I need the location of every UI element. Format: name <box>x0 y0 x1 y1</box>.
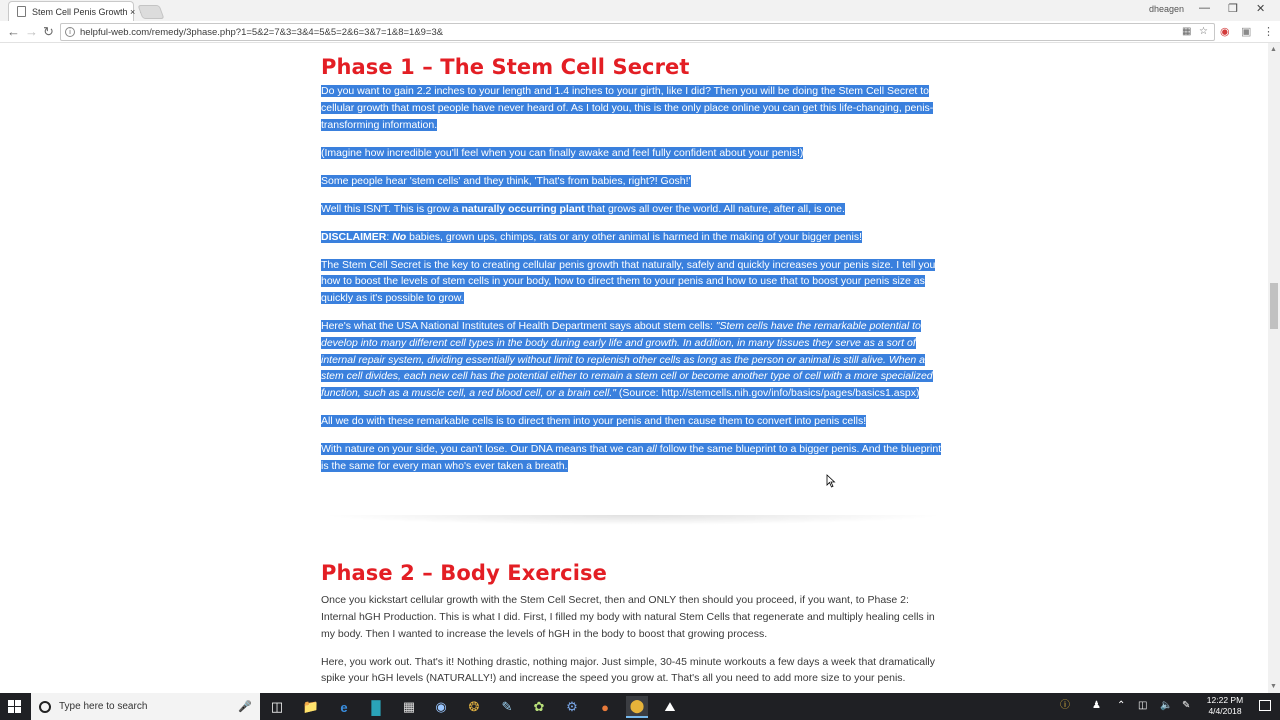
phase2-body <box>321 592 946 698</box>
quote-text: "Stem cells have the remarkable potential to develop into many different cell types in the body during early life and growth. In addition, in many tissues they serve as a sort of internal repair system, dividing essentially without limit to replenish other cells as long as the person or animal is still alive. When a stem cell divides, each new cell has the potential either to remain a stem cell or become another type of cell with a more specialized function, such as a muscle cell, a red blood cell, or a brain cell." <box>321 320 933 400</box>
browser-tab-active[interactable] <box>8 1 134 21</box>
disclaimer-label: DISCLAIMER <box>321 230 387 243</box>
text-run: Here's what the USA National Institutes of Health Department says about stem cells: <box>321 320 716 333</box>
page-icon <box>17 6 26 17</box>
menu-icon[interactable]: ⋮ <box>1263 26 1274 38</box>
url-text[interactable]: helpful-web.com/remedy/3phase.php?1=5&2=7&3=3&4=5&5=2&6=3&7=1&8=1&9=3& <box>80 26 444 38</box>
network-icon[interactable]: ◫ <box>1138 700 1148 711</box>
emphasis-text: No <box>392 230 407 243</box>
windows-start-icon[interactable] <box>8 700 21 713</box>
photos-app-icon[interactable]: ⛰ <box>664 699 676 714</box>
bold-text: naturally occurring plant <box>461 202 585 215</box>
browser-toolbar <box>0 21 1280 43</box>
chrome-icon[interactable]: ⬤ <box>626 696 648 718</box>
phase1-paragraph <box>321 145 946 162</box>
selected-text <box>321 231 862 243</box>
phase1-heading: Phase 1 – The Stem Cell Secret <box>321 55 690 79</box>
taskbar-search-box[interactable] <box>31 693 260 720</box>
phase1-paragraph <box>321 83 946 133</box>
phase2-paragraph: Once you kickstart cellular growth with the Stem Cell Secret, then and ONLY then should you proceed, if you want, to Phase 2: Internal hGH Production. This is what I did. First, I filled my body with natural Stem Cells that regenerate and multiply healing cells in my body. Then I wanted to increase the levels of hGH in the body to boost that growing process. <box>321 594 935 640</box>
text-run: Well this ISN'T. This is grow a <box>321 202 462 215</box>
extension-icon[interactable]: ▣ <box>1241 26 1252 38</box>
forward-arrow-icon[interactable]: → <box>25 24 38 39</box>
taskbar-clock[interactable] <box>1196 695 1254 717</box>
search-placeholder: Type here to search <box>59 701 148 712</box>
restore-icon[interactable]: ❐ <box>1228 3 1238 15</box>
phase2-heading: Phase 2 – Body Exercise <box>321 561 607 585</box>
clock-date: 4/4/2018 <box>1208 706 1242 716</box>
media-player-icon[interactable]: ❂ <box>468 699 480 714</box>
cortana-icon <box>39 701 51 713</box>
minimize-icon[interactable]: — <box>1199 2 1210 14</box>
text-run: : <box>386 230 393 243</box>
notepad-icon[interactable]: ✎ <box>501 699 513 714</box>
section-divider <box>321 515 945 525</box>
close-window-icon[interactable]: ✕ <box>1256 3 1266 15</box>
selected-text <box>321 443 941 472</box>
selected-text <box>321 320 933 399</box>
phase1-paragraph <box>321 257 946 307</box>
text-run: With nature on your side, you can't lose. Our DNA means that we can <box>321 443 647 456</box>
file-explorer-icon[interactable]: 📁 <box>302 699 320 714</box>
media-app-icon[interactable]: ◉ <box>435 699 447 714</box>
mouse-cursor-icon <box>826 474 836 488</box>
phase1-paragraph <box>321 173 946 190</box>
selected-text <box>321 203 845 215</box>
store-app-icon[interactable]: █ <box>371 699 381 715</box>
pocket-extension-icon[interactable]: ◉ <box>1220 26 1230 38</box>
action-center-icon[interactable] <box>1259 700 1271 711</box>
page-viewport <box>0 43 1268 693</box>
scroll-up-icon[interactable]: ▲ <box>1270 46 1277 53</box>
phase2-paragraph: Here, you work out. That's it! Nothing drastic, nothing major. Just simple, 30-45 minute workouts a few days a week that dramatically spike your hGH levels (NATURALLY!) and increase the speed you grow at. That's all you need to add more size to your penis. <box>321 655 936 685</box>
text-run: babies, grown ups, chimps, rats or any other animal is harmed in the making of your bigger penis! <box>406 230 862 243</box>
selected-text: Do you want to gain 2.2 inches to your length and 1.4 inches to your girth, like I did? Then you will be doing the Stem Cell Secret to cellular growth that most people have never heard of. As I told you, this is the only place online you can get this life-changing, penis-transforming information. <box>321 85 934 131</box>
calculator-icon[interactable]: ▦ <box>402 699 416 714</box>
translate-icon[interactable]: ▦ <box>1182 26 1192 37</box>
settings-app-icon[interactable]: ⚙ <box>566 699 578 714</box>
task-view-icon[interactable]: ◫ <box>270 699 284 714</box>
tab-strip <box>0 0 1280 21</box>
nih-quote-paragraph <box>321 318 946 402</box>
paint-app-icon[interactable]: ✿ <box>533 699 545 714</box>
firefox-icon[interactable]: ● <box>601 699 609 715</box>
address-bar[interactable] <box>60 23 1215 41</box>
scrollbar-thumb[interactable] <box>1270 283 1278 329</box>
article-content <box>321 43 946 685</box>
new-tab-button[interactable] <box>137 5 164 19</box>
text-run: follow the same blueprint to a bigger penis. And the blueprint is the same for every man who's ever taken a breath. <box>321 443 942 473</box>
windows-taskbar <box>0 693 1280 720</box>
emphasis-text: all <box>646 443 657 456</box>
pen-icon[interactable]: ✎ <box>1182 700 1191 711</box>
selected-text: The Stem Cell Secret is the key to creating cellular penis growth that naturally, safely and quickly increases your penis size. I tell you how to boost the levels of stem cells in your body, how to direct them to your penis and how to use that to boost your penis size as quickly as it's possible to grow. <box>321 258 936 305</box>
profile-name[interactable]: dheagen <box>1149 4 1185 14</box>
help-icon[interactable]: ⓘ <box>1060 700 1070 711</box>
phase1-paragraph <box>321 413 946 430</box>
phase1-paragraph <box>321 441 946 475</box>
edge-browser-icon[interactable]: e <box>340 699 348 715</box>
selected-text: All we do with these remarkable cells is to direct them into your penis and then cause them to convert into penis cells! <box>321 415 867 428</box>
text-run: that grows all over the world. All nature, after all, is one. <box>584 202 845 215</box>
microphone-icon[interactable]: 🎤 <box>238 701 252 713</box>
bookmark-star-icon[interactable]: ☆ <box>1199 26 1208 37</box>
selected-text: Some people hear 'stem cells' and they think, 'That's from babies, right?! Gosh!' <box>321 174 691 187</box>
clock-time: 12:22 PM <box>1206 695 1244 705</box>
volume-icon[interactable]: 🔈 <box>1160 700 1173 711</box>
phase1-paragraph <box>321 201 946 218</box>
back-arrow-icon[interactable]: ← <box>7 24 20 39</box>
people-icon[interactable]: ♟ <box>1092 700 1101 711</box>
scroll-down-icon[interactable]: ▼ <box>1270 683 1277 690</box>
disclaimer-paragraph <box>321 229 946 246</box>
info-icon[interactable]: i <box>65 27 75 37</box>
selected-text: (Imagine how incredible you'll feel when you can finally awake and feel fully confident about your penis!) <box>321 146 804 159</box>
reload-icon[interactable]: ↻ <box>43 24 54 39</box>
show-hidden-icons-chevron-icon[interactable]: ⌃ <box>1117 700 1126 711</box>
source-text: (Source: http://stemcells.nih.gov/info/basics/pages/basics1.aspx) <box>615 387 920 400</box>
page-scrollbar[interactable] <box>1268 43 1280 693</box>
tab-title: Stem Cell Penis Growth × <box>32 6 136 17</box>
